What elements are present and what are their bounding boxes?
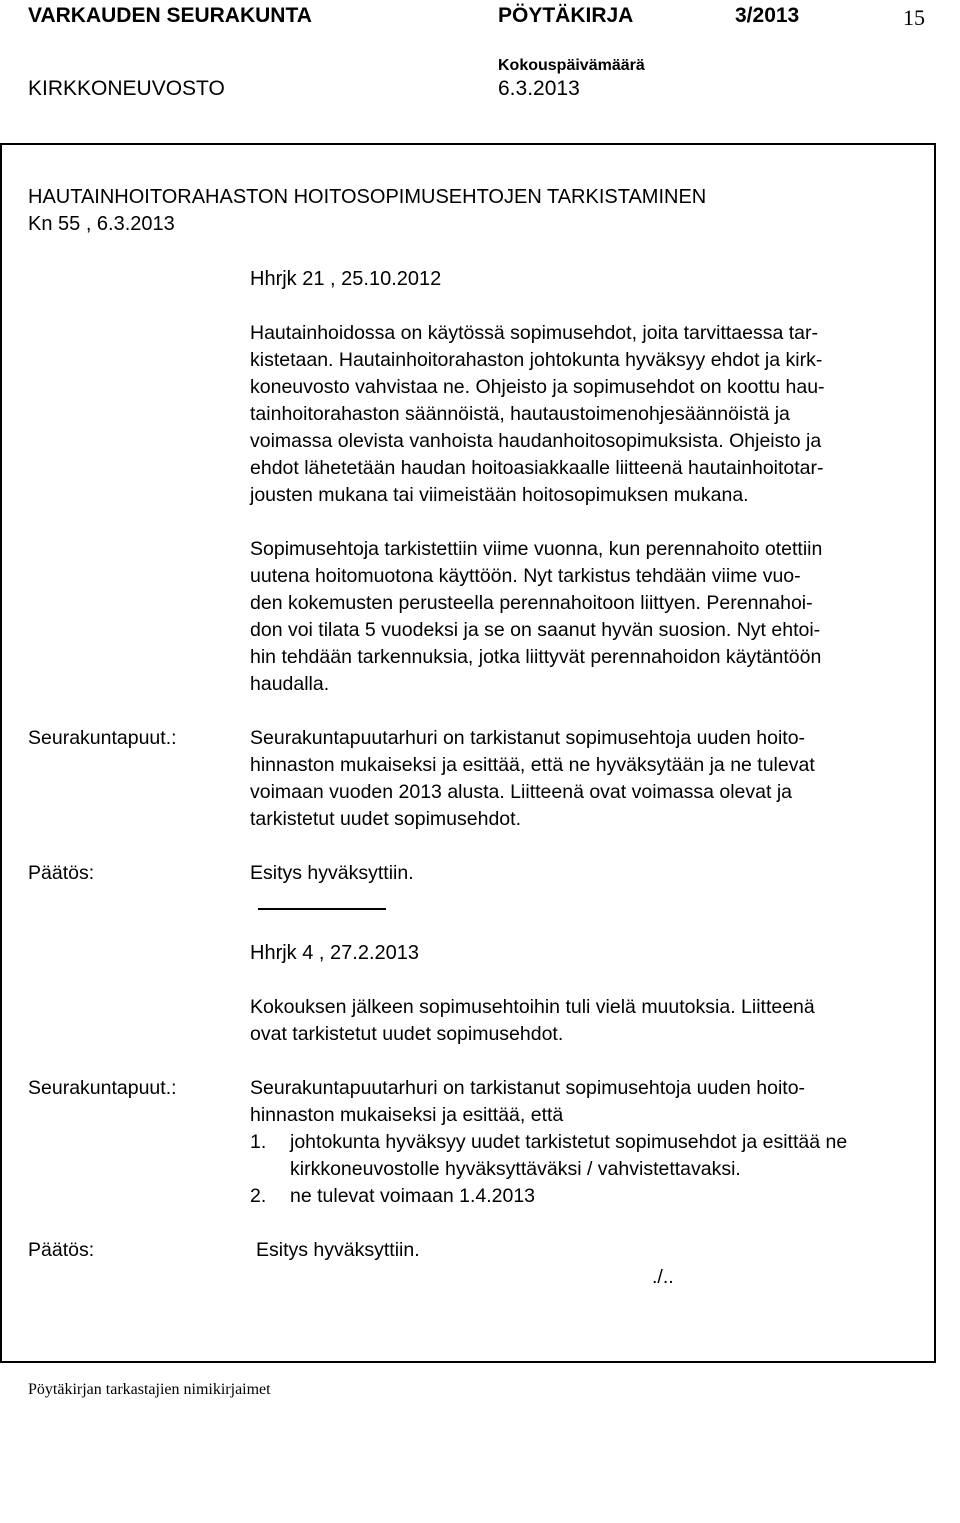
- proposer-label: Seurakuntapuut.:: [28, 1077, 177, 1099]
- meeting-date: 6.3.2013: [498, 77, 580, 100]
- block2-reference: Hhrjk 4 , 27.2.2013: [250, 942, 419, 964]
- organization-name: VARKAUDEN SEURAKUNTA: [28, 4, 312, 27]
- separator-line: [258, 908, 386, 910]
- text-line: ehdot lähetetään haudan hoitoasiakkaalle liitteenä hautainhoitotar-: [250, 457, 824, 479]
- text-line: Hautainhoidossa on käytössä sopimusehdot, joita tarvittaessa tar-: [250, 322, 818, 344]
- decision-text: Esitys hyväksyttiin.: [250, 862, 414, 884]
- footer-divider: [0, 1361, 936, 1363]
- decision-text: Esitys hyväksyttiin.: [256, 1239, 420, 1261]
- text-line: den kokemusten perusteella perennahoitoon liittyen. Perennahoi-: [250, 592, 813, 614]
- continuation-mark: ./..: [652, 1266, 674, 1288]
- list-item-line: ne tulevat voimaan 1.4.2013: [290, 1185, 536, 1207]
- section-title: HAUTAINHOITORAHASTON HOITOSOPIMUSEHTOJEN TARKISTAMINEN: [28, 186, 707, 208]
- text-line: Sopimusehtoja tarkistettiin viime vuonna, kun perennahoito otettiin: [250, 538, 823, 560]
- list-number: 1.: [250, 1131, 267, 1153]
- list-item-line: johtokunta hyväksyy uudet tarkistetut sopimusehdot ja esittää ne: [290, 1131, 848, 1153]
- proposer-label: Seurakuntapuut.:: [28, 727, 177, 749]
- section-reference: Kn 55 , 6.3.2013: [28, 213, 175, 235]
- text-line: hinnaston mukaiseksi ja esittää, että ne hyväksytään ja ne tulevat: [250, 754, 815, 776]
- text-line: Kokouksen jälkeen sopimusehtoihin tuli vielä muutoksia. Liitteenä: [250, 996, 815, 1018]
- text-line: voimaan vuoden 2013 alusta. Liitteenä ovat voimassa olevat ja: [250, 781, 793, 803]
- list-item-line: kirkkoneuvostolle hyväksyttäväksi / vahvistettavaksi.: [290, 1158, 741, 1180]
- right-border: [934, 143, 936, 1363]
- decision-label: Päätös:: [28, 862, 95, 884]
- text-line: koneuvosto vahvistaa ne. Ohjeisto ja sopimusehdot on koottu hau-: [250, 376, 825, 398]
- document-type: PÖYTÄKIRJA: [498, 4, 634, 27]
- text-line: tarkistetut uudet sopimusehdot.: [250, 808, 521, 830]
- text-line: haudalla.: [250, 673, 330, 695]
- text-line: voimassa olevista vanhoista haudanhoitosopimuksista. Ohjeisto ja: [250, 430, 822, 452]
- list-number: 2.: [250, 1185, 267, 1207]
- text-line: tainhoitorahaston säännöistä, hautaustoimenohjesäännöistä ja: [250, 403, 790, 425]
- text-line: hin tehdään tarkennuksia, jotka liittyvät perennahoidon käytäntöön: [250, 646, 822, 668]
- header-divider: [0, 143, 936, 145]
- meeting-body: KIRKKONEUVOSTO: [28, 77, 225, 100]
- text-line: jousten mukana tai viimeistään hoitosopimuksen mukana.: [250, 484, 749, 506]
- text-line: hinnaston mukaiseksi ja esittää, että: [250, 1104, 564, 1126]
- text-line: ovat tarkistetut uudet sopimusehdot.: [250, 1023, 564, 1045]
- text-line: don voi tilata 5 vuodeksi ja se on saanut hyvän suosion. Nyt ehtoi-: [250, 619, 821, 641]
- decision-label: Päätös:: [28, 1239, 95, 1261]
- block1-reference: Hhrjk 21 , 25.10.2012: [250, 268, 442, 290]
- signatures-label: Pöytäkirjan tarkastajien nimikirjaimet: [28, 1381, 271, 1398]
- text-line: Seurakuntapuutarhuri on tarkistanut sopimusehtoja uuden hoito-: [250, 1077, 806, 1099]
- document-number: 3/2013: [735, 4, 800, 27]
- page-number: 15: [903, 5, 925, 30]
- text-line: uutena hoitomuotona käyttöön. Nyt tarkistus tehdään viime vuo-: [250, 565, 801, 587]
- left-border: [0, 143, 2, 1363]
- date-label: Kokouspäivämäärä: [498, 57, 645, 74]
- text-line: Seurakuntapuutarhuri on tarkistanut sopimusehtoja uuden hoito-: [250, 727, 806, 749]
- text-line: kistetaan. Hautainhoitorahaston johtokunta hyväksyy ehdot ja kirk-: [250, 349, 823, 371]
